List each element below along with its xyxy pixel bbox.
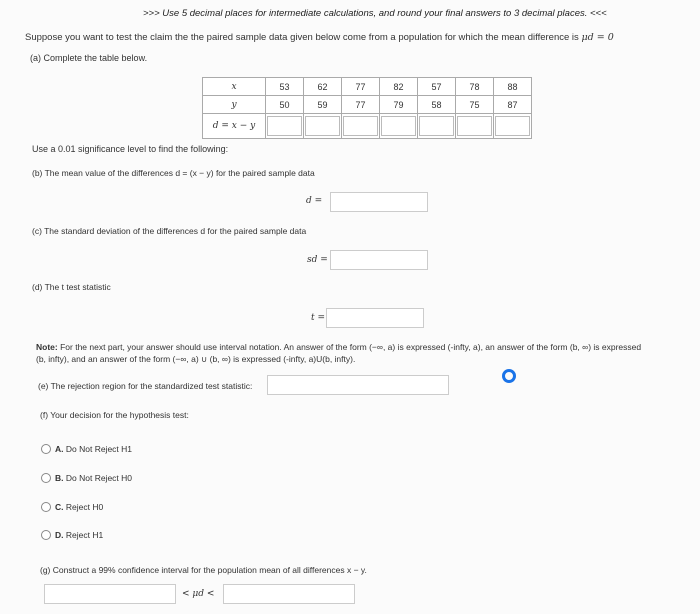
x-cell: 62 — [304, 78, 342, 96]
d-input[interactable] — [381, 116, 416, 136]
x-cell: 57 — [418, 78, 456, 96]
option-text: Do Not Reject H1 — [65, 444, 133, 454]
option-text: Reject H0 — [65, 502, 104, 512]
d-input[interactable] — [305, 116, 340, 136]
t-label: t = — [311, 313, 326, 323]
d-input[interactable] — [419, 116, 454, 136]
note-text — [36, 341, 696, 365]
y-cell: 50 — [266, 96, 304, 114]
part-f-label: (f) Your decision for the hypothesis test: — [40, 410, 189, 420]
radio-icon[interactable] — [41, 473, 51, 483]
instruction-text: >>> Use 5 decimal places for intermediate calculations, and round your final answers to 3 decimal places. <<< — [143, 8, 607, 19]
part-g-label: (g) Construct a 99% confidence interval for the population mean of all differences x − y. — [40, 565, 367, 575]
radio-icon[interactable] — [41, 502, 51, 512]
option-letter: A. — [55, 444, 64, 454]
problem-statement — [25, 32, 614, 43]
loading-spinner-icon — [502, 369, 516, 383]
radio-icon[interactable] — [41, 444, 51, 454]
part-c-label: (c) The standard deviation of the differences d for the paired sample data — [32, 226, 307, 236]
table-row-d — [203, 114, 532, 139]
option-text: Reject H1 — [65, 530, 104, 540]
option-letter: B. — [55, 473, 64, 483]
y-cell: 59 — [304, 96, 342, 114]
table-row-x — [203, 78, 532, 96]
option-letter: D. — [55, 530, 64, 540]
y-cell: 79 — [380, 96, 418, 114]
d-input[interactable] — [343, 116, 378, 136]
d-input[interactable] — [457, 116, 492, 136]
ci-upper-input[interactable] — [223, 584, 355, 604]
x-cell: 78 — [456, 78, 494, 96]
d-header: d = x − y — [203, 114, 266, 139]
x-header: x — [203, 78, 266, 96]
t-input[interactable] — [326, 308, 424, 328]
option-text: Do Not Reject H0 — [65, 473, 133, 483]
note-line2: (b, infty), and an answer of the form (−∞, a) ∪ (b, ∞) is expressed (-infty, a)U(b, infty). — [36, 354, 356, 364]
significance-text: Use a 0.01 significance level to find the following: — [32, 144, 229, 154]
note-line1: For the next part, your answer should use interval notation. An answer of the form (−∞, a) is expressed (-infty, a), an answer of the form (b, ∞) is expressed — [57, 342, 642, 352]
d-input[interactable] — [495, 116, 530, 136]
part-d-label: (d) The t test statistic — [32, 282, 111, 292]
option-letter: C. — [55, 502, 64, 512]
x-cell: 88 — [494, 78, 532, 96]
sd-input[interactable] — [330, 250, 428, 270]
paired-data-table — [202, 77, 532, 139]
dbar-input[interactable] — [330, 192, 428, 212]
y-cell: 87 — [494, 96, 532, 114]
ci-label: < μd < — [182, 589, 215, 599]
part-b-label: (b) The mean value of the differences d = (x − y) for the paired sample data — [32, 168, 315, 178]
x-cell: 77 — [342, 78, 380, 96]
x-cell: 82 — [380, 78, 418, 96]
radio-icon[interactable] — [41, 530, 51, 540]
rejection-region-input[interactable] — [267, 375, 449, 395]
table-row-y — [203, 96, 532, 114]
part-a-label: (a) Complete the table below. — [30, 53, 148, 63]
dbar-label: d = — [306, 196, 323, 206]
y-cell: 58 — [418, 96, 456, 114]
note-bold: Note: — [36, 342, 58, 352]
part-e-label: (e) The rejection region for the standardized test statistic: — [38, 381, 253, 391]
sd-label: sd = — [307, 255, 328, 265]
y-cell: 77 — [342, 96, 380, 114]
y-header: y — [203, 96, 266, 114]
y-cell: 75 — [456, 96, 494, 114]
d-input[interactable] — [267, 116, 302, 136]
x-cell: 53 — [266, 78, 304, 96]
ci-lower-input[interactable] — [44, 584, 176, 604]
mu-equation: μd = 0 — [581, 32, 614, 43]
problem-text: Suppose you want to test the claim the the paired sample data given below come from a population for which the mean difference is — [25, 32, 579, 43]
